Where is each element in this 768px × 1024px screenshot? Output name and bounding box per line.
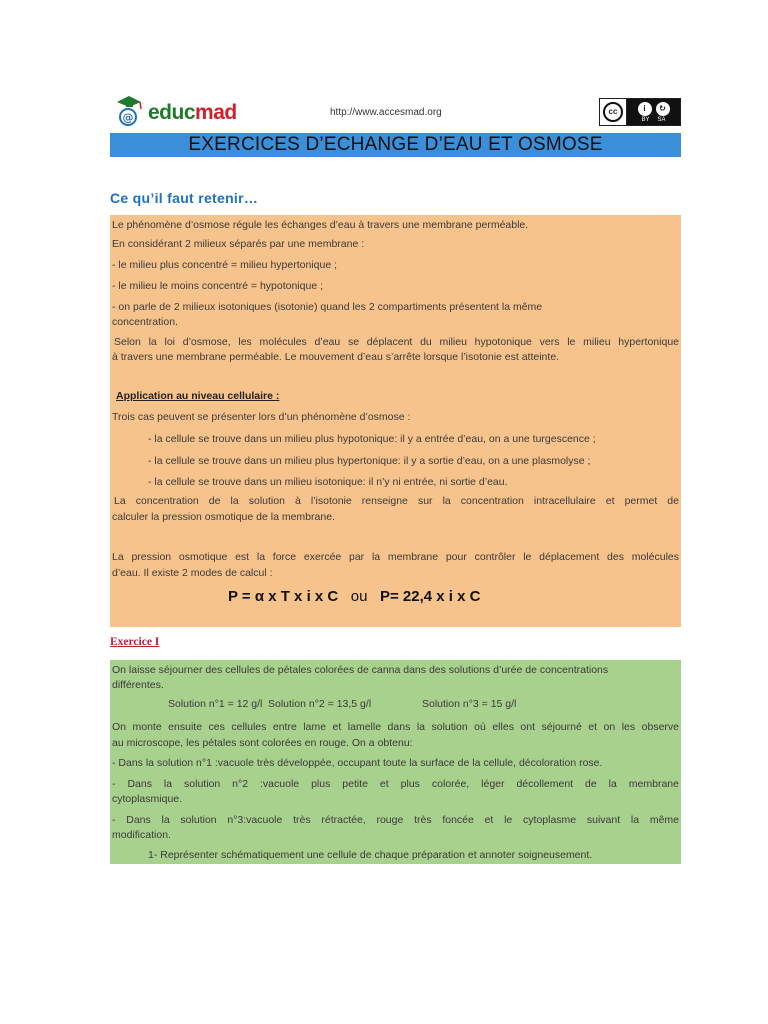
creative-commons-badge[interactable] [599, 98, 681, 126]
website-url[interactable]: http://www.accesmad.org [330, 107, 442, 118]
pressure-formulas [228, 588, 480, 605]
bullet-isotonic: - on parle de 2 milieux isotoniques (isotonie) quand les 2 compartiments présentent la même [112, 301, 543, 313]
result-solution-3: - Dans la solution n°3:vacuole très rétractée, rouge très foncée et le cytoplasme suivant la même [112, 814, 679, 826]
svg-text:@: @ [122, 111, 134, 124]
exercise-method: On monte ensuite ces cellules entre lame et lamelle dans la solution où elles ont séjourné et on les observe [112, 721, 679, 733]
logo-text-mad: mad [195, 101, 237, 124]
exercise-box [110, 660, 681, 864]
bullet-hypotonic: - le milieu le moins concentré = hypotonique ; [112, 280, 323, 292]
result-solution-2-cont: cytoplasmique. [112, 793, 183, 805]
graduate-at-icon [114, 92, 146, 128]
pressure-paragraph: d’eau. Il existe 2 modes de calcul : [112, 567, 273, 579]
isotonie-paragraph: La concentration de la solution à l’isotonie renseigne sur la concentration intracellulaire et permet de [114, 495, 679, 507]
formula-or: ou [350, 588, 368, 605]
exercise-method: au microscope, les pétales sont colorées en rouge. On a obtenu: [112, 737, 413, 749]
logo-text [148, 101, 237, 125]
formula-22-4: P= 22,4 x i x C [379, 588, 481, 605]
result-solution-1: - Dans la solution n°1 :vacuole très développée, occupant toute la surface de la cellule, décoloration rose. [112, 757, 603, 769]
license-code-by: BY [641, 116, 650, 123]
summary-box [110, 215, 681, 627]
case-isotonic: - la cellule se trouve dans un milieu isotonique: il n’y ni entrée, ni sortie d’eau. [148, 476, 508, 488]
educmad-logo [114, 92, 237, 128]
case-turgescence: - la cellule se trouve dans un milieu plus hypotonique: il y a entrée d’eau, on a une turgescence ; [148, 433, 596, 445]
exercise-intro: différentes. [112, 679, 164, 691]
bullet-isotonic-cont: concentration. [112, 316, 178, 328]
section-title: Ce qu’il faut retenir… [110, 190, 259, 206]
question-1: 1- Représenter schématiquement une cellule de chaque préparation et annoter soigneusement. [148, 849, 593, 861]
formula-van-t-hoff: P = α x T x i x C [228, 588, 339, 605]
osmosis-law-line: à travers une membrane perméable. Le mouvement d’eau s’arrête lorsque l’isotonie est atteinte. [112, 351, 560, 363]
exercise-intro: On laisse séjourner des cellules de pétales colorées de canna dans des solutions d’urée de concentrations [112, 664, 609, 676]
solution-2: Solution n°2 = 13,5 g/l [268, 698, 372, 710]
page-header [110, 90, 681, 130]
isotonie-paragraph: calculer la pression osmotique de la membrane. [112, 511, 335, 523]
osmosis-law-line: Selon la loi d’osmose, les molécules d’eau se déplacent du milieu hypotonique vers le milieu hypertonique [114, 336, 679, 348]
case-plasmolyse: - la cellule se trouve dans un milieu plus hypertonique: il y a sortie d’eau, on a une plasmolyse ; [148, 455, 591, 467]
solution-1: Solution n°1 = 12 g/l [168, 698, 263, 710]
pressure-paragraph: La pression osmotique est la force exercée par la membrane pour contrôler le déplacement des molécules [112, 551, 679, 563]
result-solution-2: - Dans la solution n°2 :vacuole plus petite et plus colorée, léger décollement de la membrane [112, 778, 679, 790]
page-title: EXERCICES D’ECHANGE D’EAU ET OSMOSE [110, 133, 681, 157]
application-heading: Application au niveau cellulaire : [116, 390, 280, 402]
cc-icon: cc [600, 99, 627, 125]
summary-paragraph: En considérant 2 milieux séparés par une membrane : [112, 238, 365, 250]
application-intro: Trois cas peuvent se présenter lors d’un phénomène d’osmose : [112, 411, 411, 423]
share-alike-icon: ↻ [656, 102, 670, 116]
result-solution-3-cont: modification. [112, 829, 171, 841]
logo-text-edu: educ [148, 101, 196, 124]
attribution-icon: i [638, 102, 652, 116]
exercise-title: Exercice I [110, 636, 160, 648]
bullet-hypertonic: - le milieu plus concentré = milieu hypertonique ; [112, 259, 337, 271]
solution-3: Solution n°3 = 15 g/l [422, 698, 517, 710]
license-code-sa: SA [657, 116, 666, 123]
summary-paragraph: Le phénomène d’osmose régule les échanges d’eau à travers une membrane perméable. [112, 219, 529, 231]
